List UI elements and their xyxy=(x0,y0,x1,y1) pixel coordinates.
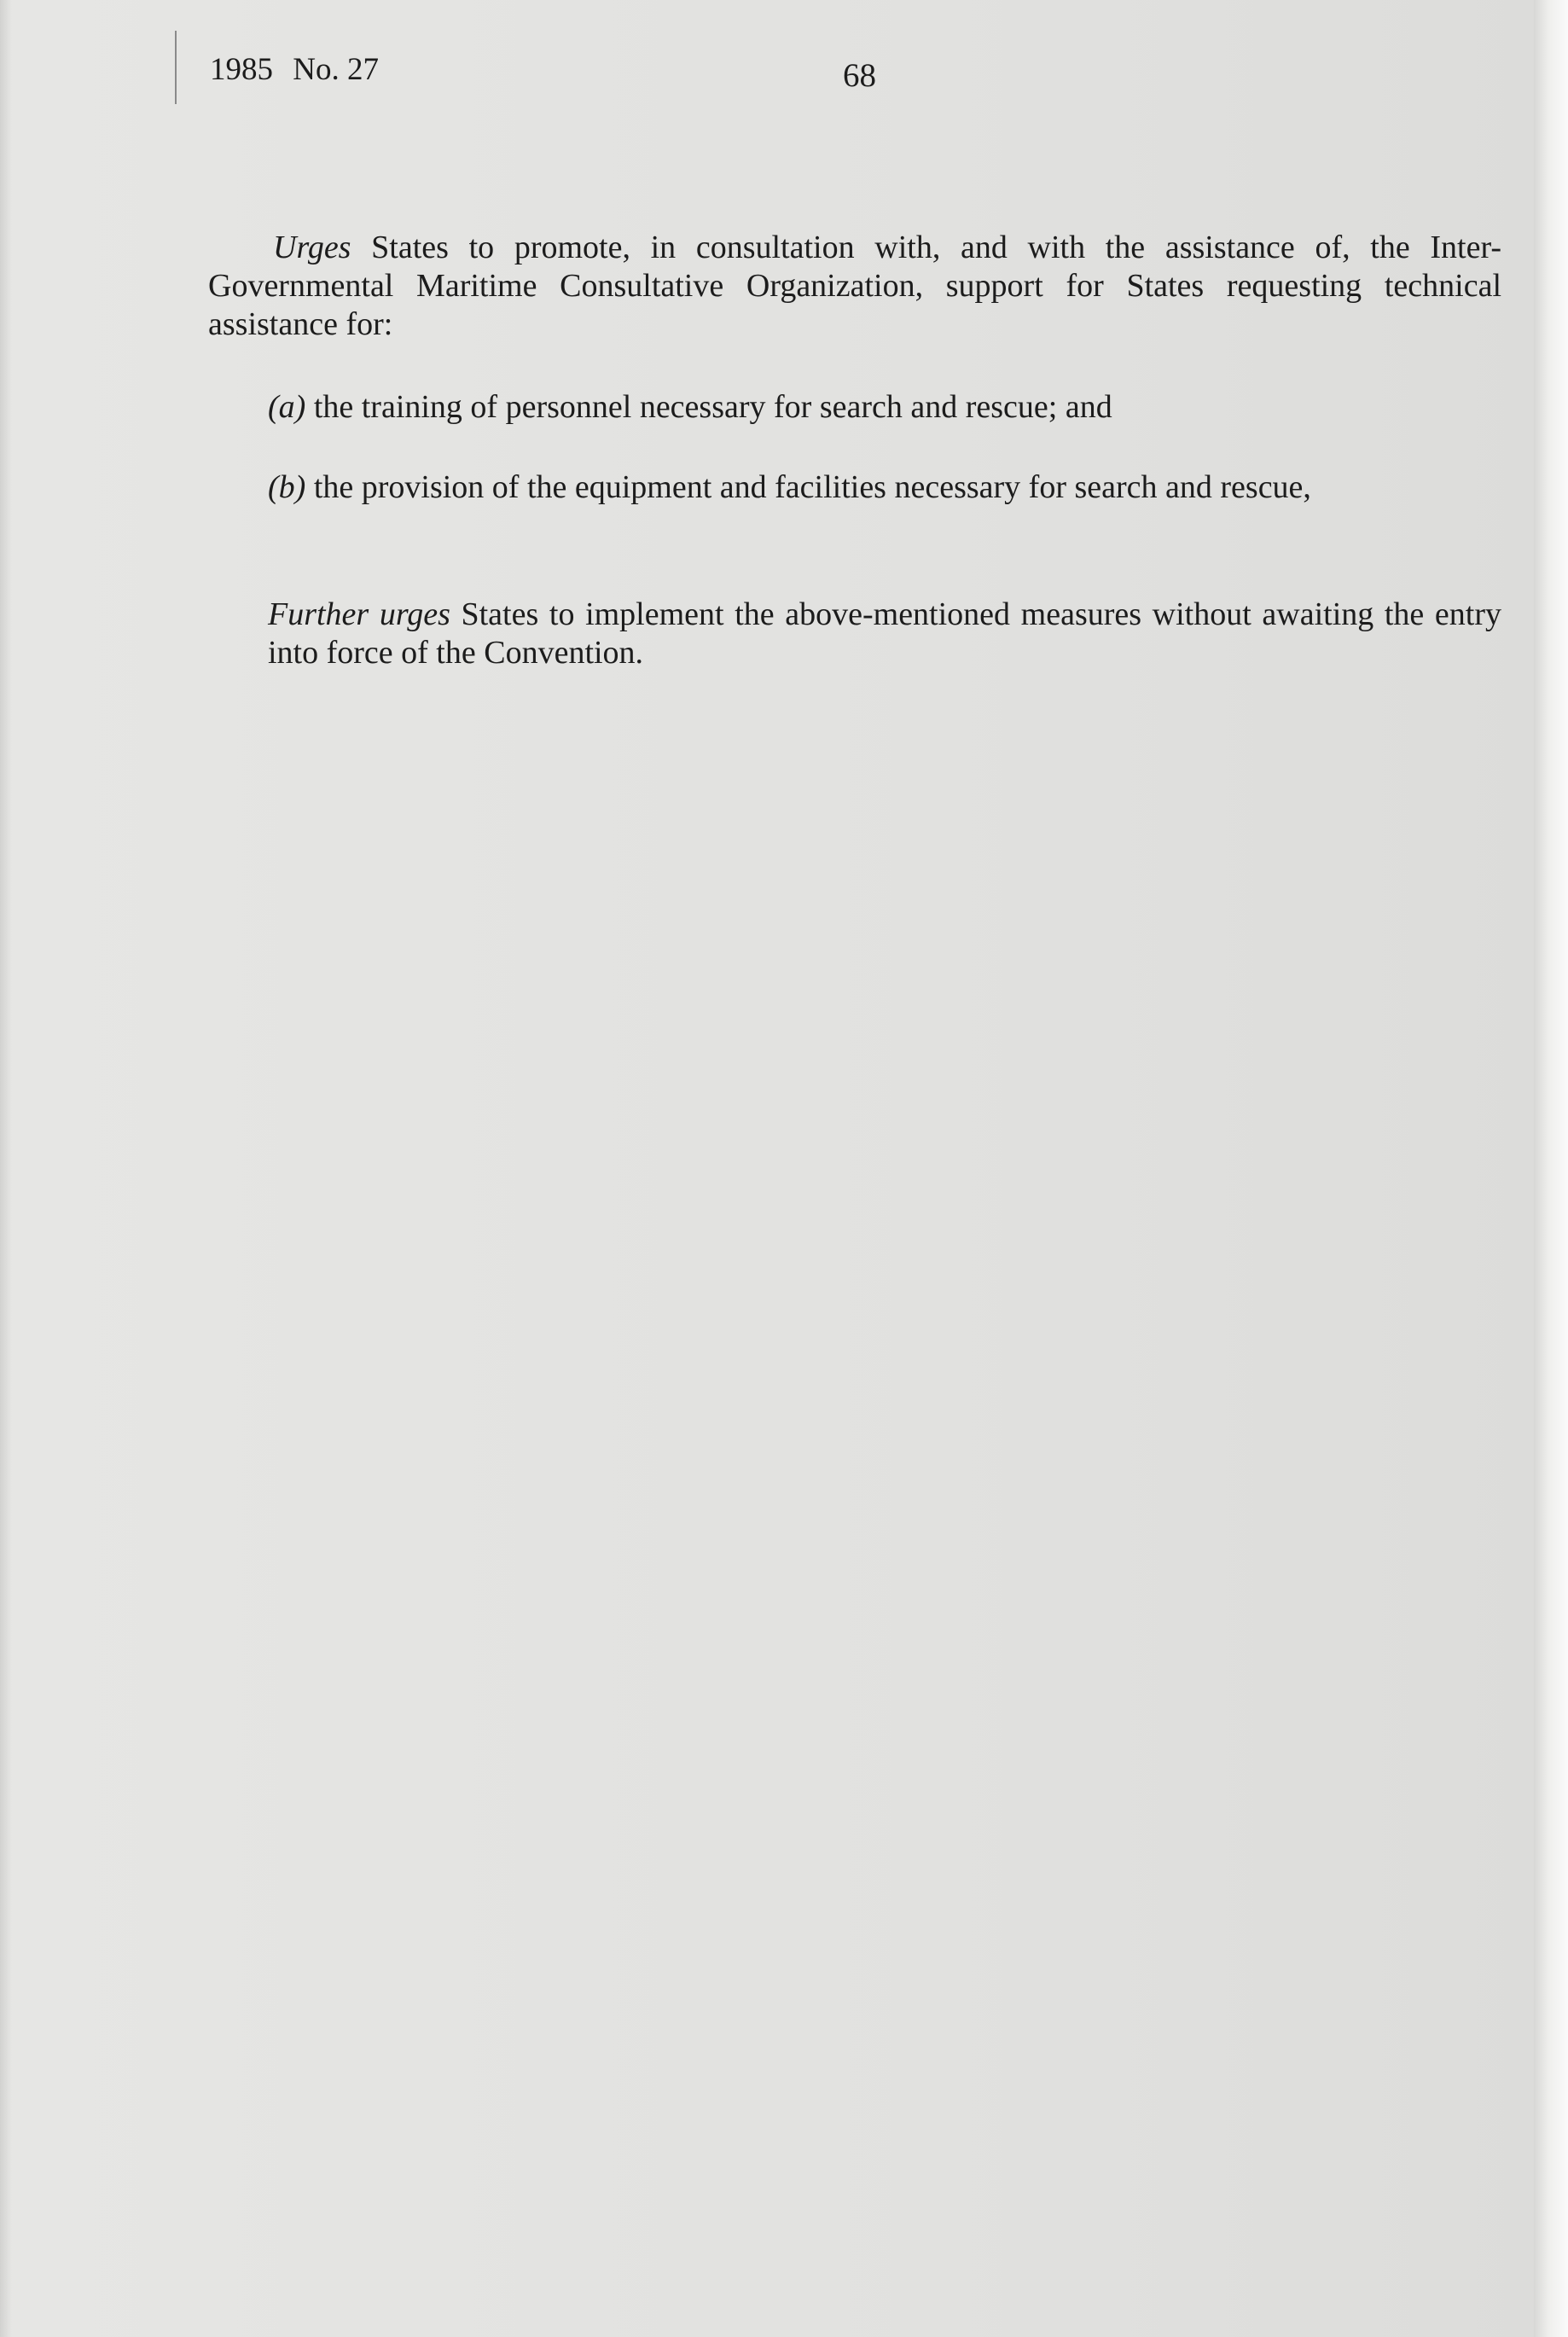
page-number: 68 xyxy=(843,57,876,94)
scan-left-shadow xyxy=(0,0,12,2337)
header-number: No. 27 xyxy=(293,52,379,87)
header-year: 1985 xyxy=(210,52,273,87)
urges-paragraph xyxy=(208,229,1501,344)
urges-lead: Urges xyxy=(273,230,351,265)
list-item xyxy=(268,468,1311,507)
item-mark: (b) xyxy=(268,469,306,505)
urges-text: States to promote, in consultation with, and with the assistance of, the Inter-Governmental Maritime Consultative Organization, support for States requesting technical assistance for: xyxy=(208,230,1501,342)
further-urges-paragraph xyxy=(268,596,1501,672)
further-urges-lead: Further urges xyxy=(268,596,450,632)
item-text: the provision of the equipment and facilities necessary for search and rescue, xyxy=(305,469,1311,505)
page-header xyxy=(210,51,379,88)
page-edge xyxy=(1534,0,1568,2337)
item-text: the training of personnel necessary for search and rescue; and xyxy=(305,389,1112,425)
item-mark: (a) xyxy=(268,389,306,425)
list-item xyxy=(268,388,1112,427)
further-urges-text: States to implement the above-mentioned measures without awaiting the entry into force of the Convention. xyxy=(268,596,1501,671)
margin-mark xyxy=(175,31,177,104)
